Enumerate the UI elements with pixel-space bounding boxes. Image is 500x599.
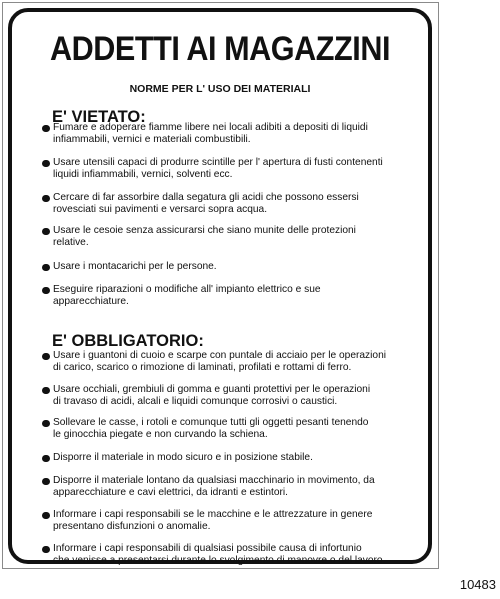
bullet-icon	[42, 160, 50, 168]
rule-text: Usare le cesoie senza assicurarsi che siano munite delle protezioni	[53, 225, 356, 236]
rule-text: Fumare e adoperare fiamme libere nei locali adibiti a depositi di liquidi	[53, 122, 368, 133]
forbidden-heading: E' VIETATO:	[52, 108, 146, 126]
rule-item	[42, 509, 417, 532]
rule-text: apparecchiature.	[53, 295, 129, 307]
bullet-icon	[42, 455, 50, 463]
bullet-icon	[42, 546, 50, 554]
rule-text: Eseguire riparazioni o modifiche all' impianto elettrico e sue	[53, 284, 321, 295]
rule-text: apparecchiature e cavi elettrici, da idranti e estintori.	[53, 486, 288, 498]
bullet-icon	[42, 353, 50, 361]
rule-item	[42, 350, 417, 373]
rule-text: Usare utensili capaci di produrre scintille per l' apertura di fusti contenenti	[53, 157, 383, 168]
bullet-icon	[42, 478, 50, 486]
rule-item	[42, 452, 417, 464]
bullet-icon	[42, 420, 50, 428]
rule-text: Usare i montacarichi per le persone.	[53, 261, 217, 272]
rule-text: Usare occhiali, grembiuli di gomma e guanti protettivi per le operazioni	[53, 384, 371, 395]
rule-text: infiammabili, vernici e materiali combustibili.	[53, 133, 251, 145]
rule-item	[42, 261, 417, 273]
rule-item	[42, 384, 417, 407]
rule-item	[42, 284, 417, 307]
rule-text: che venisse a presentarsi durante lo svolgimento di manovre o del lavoro.	[53, 554, 386, 566]
rule-item	[42, 225, 417, 248]
mandatory-heading: E' OBBLIGATORIO:	[52, 332, 204, 350]
rule-text: rovesciati sui pavimenti e versarci sopra acqua.	[53, 203, 268, 215]
rule-text: Informare i capi responsabili di qualsiasi possibile causa di infortunio	[53, 543, 362, 554]
bullet-icon	[42, 228, 50, 236]
rule-text: Sollevare le casse, i rotoli e comunque tutti gli oggetti pesanti tenendo	[53, 417, 369, 428]
rule-item	[42, 157, 417, 180]
bullet-icon	[42, 387, 50, 395]
rule-text: Informare i capi responsabili se le macchine e le attrezzature in genere	[53, 509, 373, 520]
rule-text: di travaso di acidi, alcali e liquidi comunque corrosivi o caustici.	[53, 395, 338, 407]
rule-item	[42, 192, 417, 215]
rule-item	[42, 475, 417, 498]
bullet-icon	[42, 195, 50, 203]
rule-item	[42, 417, 417, 440]
bullet-icon	[42, 264, 50, 272]
rule-item	[42, 543, 417, 566]
bullet-icon	[42, 287, 50, 295]
sign-subtitle: NORME PER L' USO DEI MATERIALI	[129, 83, 311, 95]
sign-title: ADDETTI AI MAGAZZINI	[49, 30, 391, 68]
rule-text: liquidi infiammabili, vernici, solventi ecc.	[53, 168, 233, 180]
rule-text: relative.	[53, 236, 89, 248]
rule-text: Disporre il materiale in modo sicuro e in posizione stabile.	[53, 452, 313, 463]
rule-text: Cercare di far assorbire dalla segatura gli acidi che possono essersi	[53, 192, 359, 203]
rule-text: Disporre il materiale lontano da qualsiasi macchinario in movimento, da	[53, 475, 375, 486]
rule-item	[42, 122, 417, 145]
bullet-icon	[42, 512, 50, 520]
product-code: 10483	[459, 577, 496, 592]
rule-text: presentano disfunzioni o anomalie.	[53, 520, 211, 532]
rule-text: le ginocchia piegate e non curvando la schiena.	[53, 428, 268, 440]
rule-text: Usare i guantoni di cuoio e scarpe con puntale di acciaio per le operazioni	[53, 350, 386, 361]
rule-text: di carico, scarico o rimozione di laminati, profilati e rottami di ferro.	[53, 361, 352, 373]
sign-panel	[8, 8, 432, 564]
bullet-icon	[42, 125, 50, 133]
